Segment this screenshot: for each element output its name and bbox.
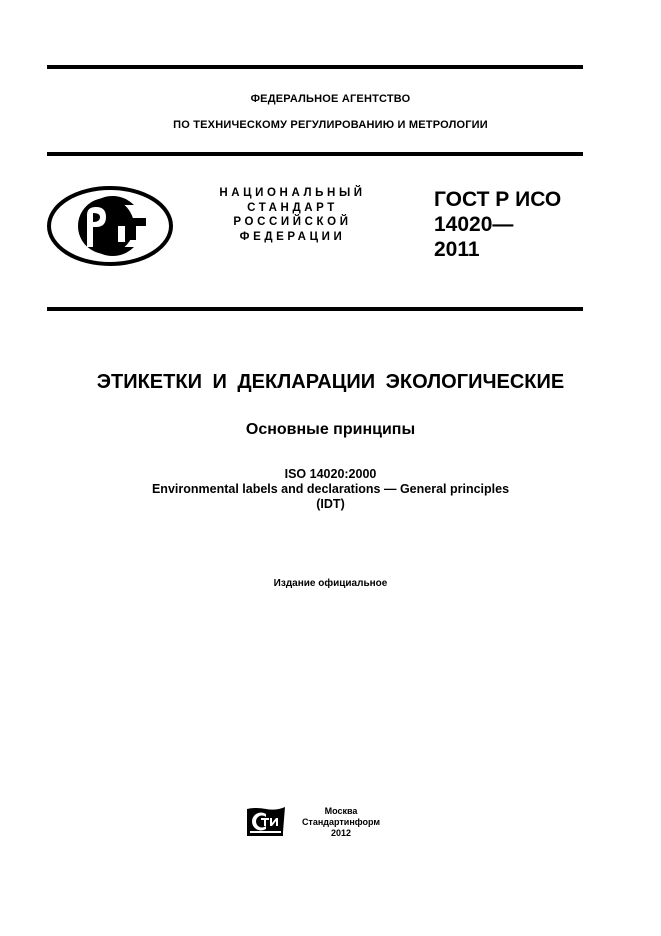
national-line-2: СТАНДАРТ [247, 201, 338, 214]
standartinform-logo-icon [246, 805, 286, 837]
top-rule [47, 65, 583, 69]
designation-line-2: 14020— [434, 213, 514, 236]
publisher-info [296, 806, 386, 839]
standard-designation [434, 187, 561, 262]
national-line-3: РОССИЙСКОЙ [233, 216, 352, 228]
header-rule [47, 152, 583, 156]
document-subtitle: Основные принципы [245, 421, 416, 438]
national-line-4: ФЕДЕРАЦИИ [239, 230, 346, 243]
iso-reference: ISO 14020:2000 [284, 467, 377, 481]
publication-year: 2012 [330, 828, 352, 838]
national-line-1: НАЦИОНАЛЬНЫЙ [219, 187, 366, 199]
publisher-name: Стандартинформ [301, 817, 381, 827]
national-standard-label [205, 186, 380, 244]
standard-block-rule [47, 307, 583, 311]
agency-name-line2: ПО ТЕХНИЧЕСКОМУ РЕГУЛИРОВАНИЮ И МЕТРОЛОГИИ [173, 119, 488, 131]
designation-line-1: ГОСТ Р ИСО [434, 188, 562, 211]
publisher-city: Москва [324, 806, 358, 816]
edition-label: Издание официальное [273, 578, 388, 589]
rst-emblem-icon [46, 185, 174, 267]
iso-title: Environmental labels and declarations — General principles [151, 482, 510, 496]
agency-name-line1: ФЕДЕРАЛЬНОЕ АГЕНТСТВО [250, 93, 411, 105]
designation-line-3: 2011 [434, 238, 480, 261]
document-title: ЭТИКЕТКИ И ДЕКЛАРАЦИИ ЭКОЛОГИЧЕСКИЕ [96, 371, 565, 393]
iso-degree: (IDT) [316, 497, 345, 511]
